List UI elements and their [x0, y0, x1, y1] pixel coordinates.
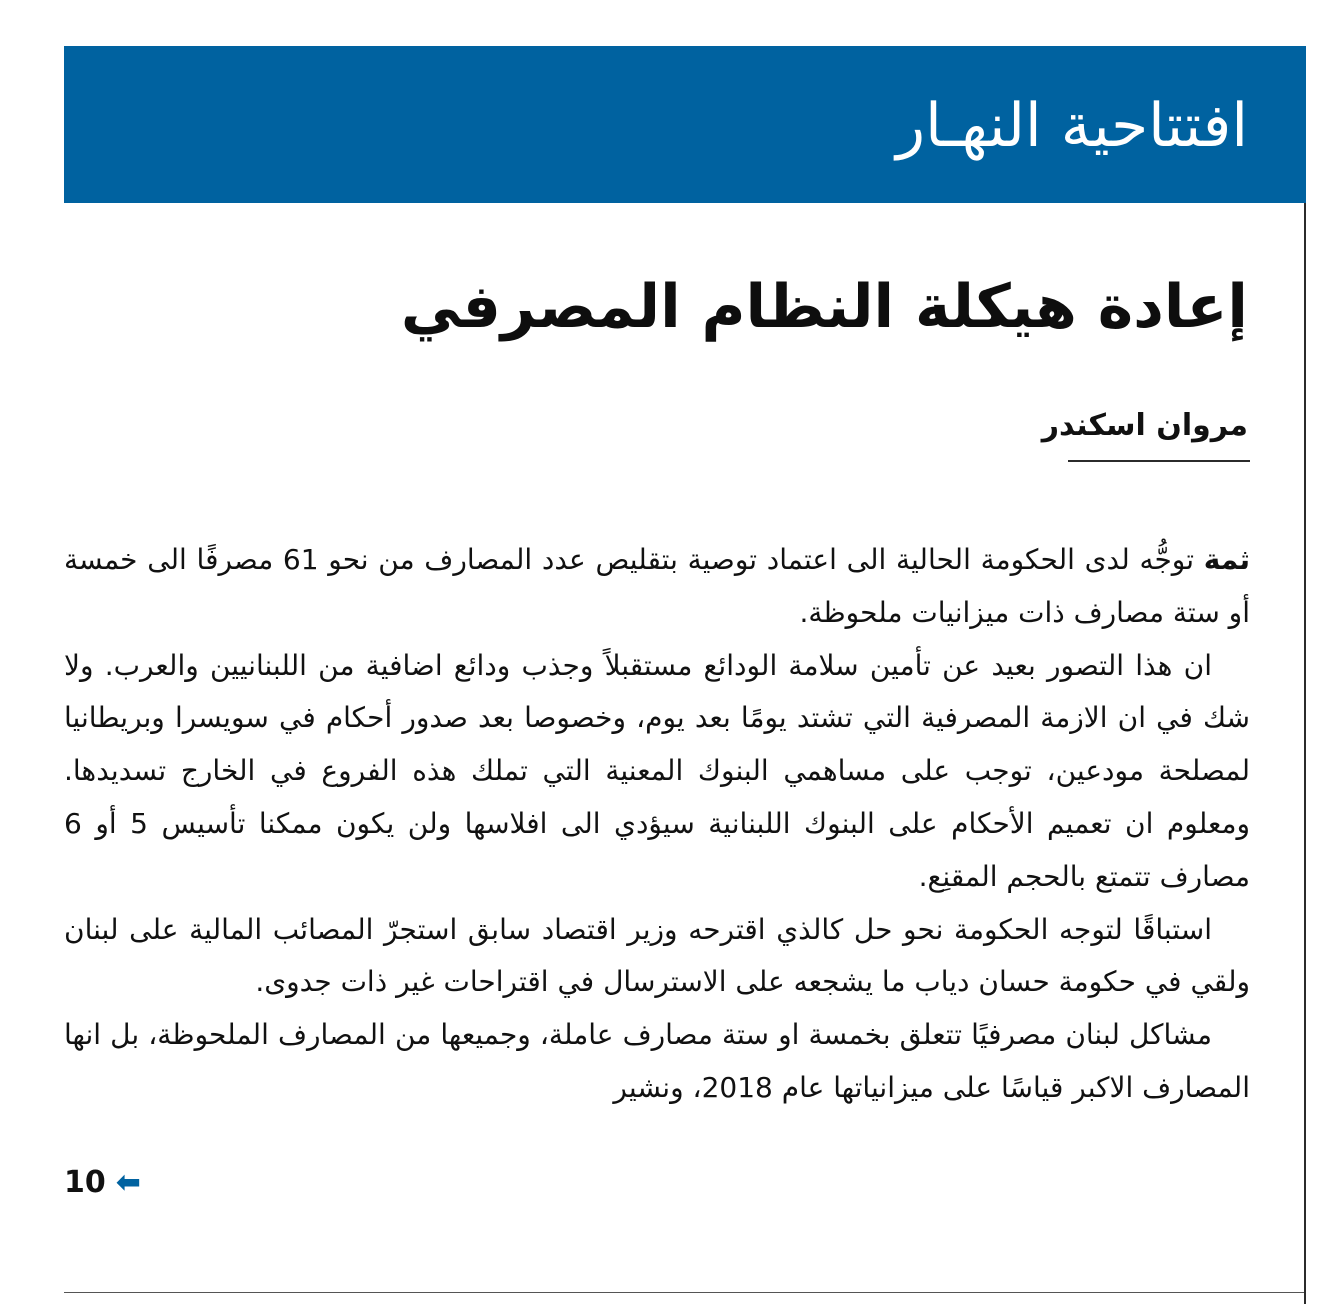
author-byline: مروان اسكندر — [1041, 408, 1248, 443]
bottom-divider — [64, 1292, 1304, 1293]
paragraph-text: توجُّه لدى الحكومة الحالية الى اعتماد توصية بتقليص عدد المصارف من نحو 61 مصرفًا الى خمسة أو ستة مصارف ذات ميزانيات ملحوظة. — [64, 543, 1250, 629]
article-paragraph: ان هذا التصور بعيد عن تأمين سلامة الودائع مستقبلاً وجذب ودائع اضافية من اللبنانيين والعرب. ولا شك في ان الازمة المصرفية التي تشتد يومًا بعد يوم، وخصوصا بعد صدور أحكام في سويسرا وبريطانيا لمصلحة مودعين، توجب على مساهمي البنوك المعنية التي تملك هذه الفروع في الخارج تسديدها. ومعلوم ان تعميم الأحكام على البنوك اللبنانية سيؤدي الى افلاسها ولن يكون ممكنا تأسيس 5 أو 6 مصارف تتمتع بالحجم المقنِع. — [64, 648, 1250, 893]
article-headline: إعادة هيكلة النظام المصرفي — [400, 272, 1248, 342]
article-paragraph: استباقًا لتوجه الحكومة نحو حل كالذي اقترحه وزير اقتصاد سابق استجرّ المصائب المالية على لبنان ولقي في حكومة حسان دياب ما يشجعه على الاسترسال في اقتراحات غير ذات جدوى. — [64, 912, 1250, 999]
section-banner — [64, 46, 1306, 203]
continued-on-page[interactable] — [64, 1158, 141, 1206]
byline-underline — [1068, 460, 1250, 462]
lead-word: ثمة — [1203, 543, 1250, 576]
article-body — [64, 534, 1250, 1115]
arrow-left-icon: ⬅ — [115, 1164, 141, 1200]
article-paragraph — [64, 534, 1250, 640]
article-paragraph: مشاكل لبنان مصرفيًا تتعلق بخمسة او ستة مصارف عاملة، وجميعها من المصارف الملحوظة، بل انها المصارف الاكبر قياسًا على ميزانياتها عام 2018، ونشير — [64, 1018, 1250, 1104]
section-title: افتتاحية النهـار — [896, 91, 1248, 161]
continued-page-number: 10 — [64, 1164, 106, 1200]
page-frame-right-border — [1304, 46, 1306, 1304]
